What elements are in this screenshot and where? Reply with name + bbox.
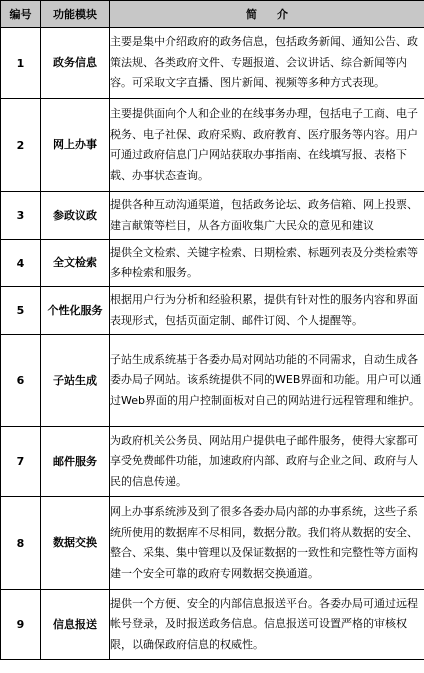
row-desc: 主要提供面向个人和企业的在线事务办理，包括电子工商、电子税务、电子社保、政府采购、政府教育、医疗服务等内容。用户可通过政府信息门户网站获取办事指南、在线填写报、表格下载、办事状态查询。 (110, 99, 424, 192)
table-header-row (1, 1, 424, 28)
row-module: 子站生成 (41, 335, 110, 427)
row-module: 参政议政 (41, 192, 110, 240)
row-desc: 提供各种互动沟通渠道，包括政务论坛、政务信箱、网上投票、建言献策等栏目，从各方面收集广大民众的意见和建议 (110, 192, 424, 240)
table-row (1, 335, 424, 427)
row-no: 5 (1, 287, 41, 335)
row-desc: 主要是集中介绍政府的政务信息，包括政务新闻、通知公告、政策法规、各类政府文件、专题报道、会议讲话、综合新闻等内容。可采取文字直播、图片新闻、视频等多种方式表现。 (110, 28, 424, 99)
row-module: 信息报送 (41, 590, 110, 660)
row-desc: 网上办事系统涉及到了很多各委办局内部的办事系统，这些子系统所使用的数据库不尽相同，数据分散。我们将从数据的安全、整合、采集、集中管理以及保证数据的一致性和完整性等方面构建一个安全可靠的政府专网数据交换通道。 (110, 497, 424, 590)
table-row (1, 287, 424, 335)
row-no: 9 (1, 590, 41, 660)
row-desc: 子站生成系统基于各委办局对网站功能的不同需求，自动生成各委办局子网站。该系统提供不同的WEB界面和功能。用户可以通过Web界面的用户控制面板对自己的网站进行远程管理和维护。 (110, 335, 424, 427)
row-module: 网上办事 (41, 99, 110, 192)
row-no: 4 (1, 240, 41, 287)
row-no: 7 (1, 427, 41, 497)
row-desc: 根据用户行为分析和经验积累，提供有针对性的服务内容和界面表现形式，包括页面定制、邮件订阅、个人提醒等。 (110, 287, 424, 335)
table-row (1, 427, 424, 497)
header-module: 功能模块 (41, 1, 110, 28)
row-no: 6 (1, 335, 41, 427)
table-row (1, 192, 424, 240)
header-no: 编号 (1, 1, 41, 28)
row-no: 8 (1, 497, 41, 590)
row-desc: 提供一个方便、安全的内部信息报送平台。各委办局可通过远程帐号登录，及时报送政务信息。信息报送可设置严格的审核权限，以确保政府信息的权威性。 (110, 590, 424, 660)
row-no: 2 (1, 99, 41, 192)
row-module: 数据交换 (41, 497, 110, 590)
row-module: 个性化服务 (41, 287, 110, 335)
row-module: 政务信息 (41, 28, 110, 99)
row-no: 3 (1, 192, 41, 240)
table-row (1, 99, 424, 192)
row-desc: 提供全文检索、关键字检索、日期检索、标题列表及分类检索等多种检索和服务。 (110, 240, 424, 287)
table-row (1, 590, 424, 660)
row-module: 邮件服务 (41, 427, 110, 497)
header-desc (110, 1, 424, 28)
row-module: 全文检索 (41, 240, 110, 287)
table-row (1, 28, 424, 99)
table-row (1, 497, 424, 590)
header-desc-label: 简介 (246, 8, 308, 21)
table-row (1, 240, 424, 287)
row-desc: 为政府机关公务员、网站用户提供电子邮件服务，使得大家都可享受免费邮件功能，加速政府内部、政府与企业之间、政府与人民的信息传递。 (110, 427, 424, 497)
row-no: 1 (1, 28, 41, 99)
